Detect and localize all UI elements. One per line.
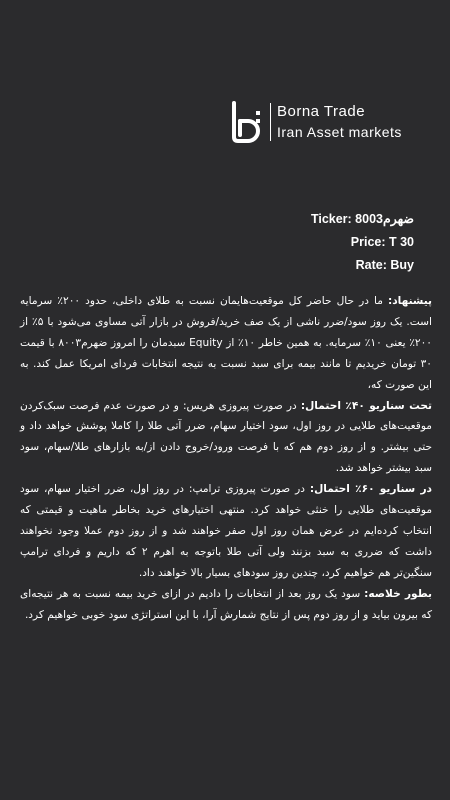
price-line: Price: T 30: [350, 235, 414, 249]
logo-divider: [270, 103, 271, 141]
section-summary: [20, 584, 432, 626]
section-scenario-40: [20, 396, 432, 480]
brand-text: [277, 102, 402, 142]
rate-line: Rate: Buy: [355, 258, 414, 272]
borna-logo-icon: [228, 101, 264, 143]
trade-meta: [311, 208, 414, 277]
section-text: ما در حال حاضر کل موقعیت‌هایمان نسبت به طلای داخلی، حدود ۲۰۰٪ سرمایه است. یک روز سود/ضرر ناشی از یک صف خرید/فروش در بازار آتی مساوی می‌شود با ۵٪ از ۲۰۰٪ یعنی ۱۰٪ سرمایه. به همین خاطر ۱۰٪ از Equity سبدمان را امروز ضهرم۸۰۰۳ با قیمت ۳۰ تومان خریدیم تا مانند بیمه برای سبد نسبت به نتیجه انتخابات فردای امریکا عمل کند. به این صورت که،: [20, 295, 432, 391]
section-proposal: [20, 291, 432, 396]
section-text: در صورت پیروزی ترامپ: در روز اول، ضرر اختیار سهام، سود موقعیت‌های طلایی را خنثی خواهد کرد. منتهی اختیارهای خرید بخاطر ماهیت و قیمتی که انتخاب کرده‌ایم در عرض همان روز اول صفر خواهند شد و از روز دوم عملا وجود نخواهند داشت که ضرری به سبد بزنند ولی آتی طلا باتوجه به اهرم ۲ که داریم و فردای ترامپ سنگین‌تر هم خواهیم کرد، چندین روز سودهای بسیار بالا خواهند داد.: [20, 483, 432, 579]
brand-logo: [228, 100, 443, 144]
section-text: در صورت پیروزی هریس: و در صورت عدم فرصت سبک‌کردن موقعیت‌های طلایی در روز اول، سود اختیار سهام، ضرر آتی طلا را کاملا پوشش خواهد داد و حتی بیشتر. و از روز دوم هم که با فرصت ورود/خروج دادن از/به بازارهای طلا/سهام، سود سبد بیشتر خواهد شد.: [20, 399, 432, 475]
section-label: در سناریو ۶۰٪ احتمال:: [309, 483, 432, 496]
section-label: بطور خلاصه:: [364, 587, 432, 600]
ticker-line: Ticker: 8003ضهرم: [310, 212, 414, 226]
section-text: سود یک روز بعد از انتخابات را دادیم در ازای خرید بیمه نسبت به هر نتیجه‌ای که بیرون بیاید و از روز دوم پس از نتایج شمارش آرا، با این استراتژی سود خوبی خواهیم کرد.: [20, 587, 432, 621]
section-label: پیشنهاد:: [387, 295, 433, 307]
brand-subtitle: Iran Asset markets: [277, 124, 402, 140]
analysis-body: [20, 291, 432, 626]
section-scenario-60: [20, 479, 432, 584]
section-label: تحت سناریو ۴۰٪ احتمال:: [300, 399, 432, 412]
brand-name: Borna Trade: [277, 103, 366, 120]
